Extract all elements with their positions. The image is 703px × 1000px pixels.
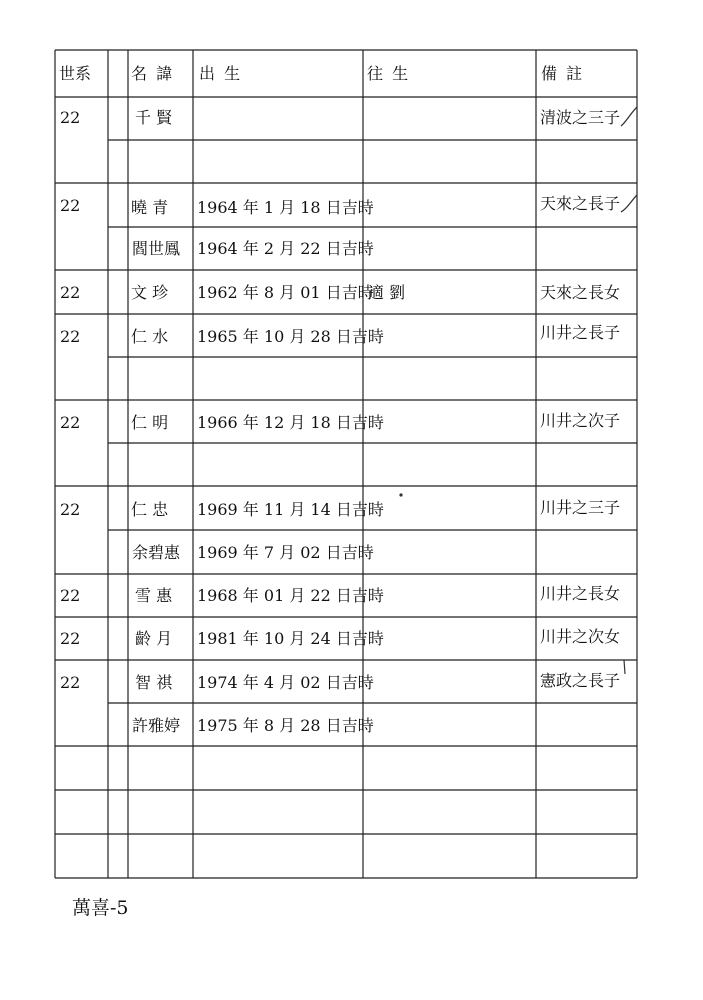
row-generation: 22 xyxy=(60,196,81,215)
row-generation: 22 xyxy=(60,327,81,346)
header-death: 往 生 xyxy=(367,64,411,83)
row-birth: 1965 年 10 月 28 日吉時 xyxy=(197,327,384,346)
row-generation: 22 xyxy=(60,673,81,692)
row-name: 余碧惠 xyxy=(132,543,181,562)
row-remarks: 天來之長女 xyxy=(540,283,621,302)
scan-speck xyxy=(398,492,404,498)
row-remarks: 清波之三子 xyxy=(540,108,621,127)
row-name: 文 珍 xyxy=(131,283,169,302)
row-birth: 1975 年 8 月 28 日吉時 xyxy=(197,716,374,735)
row-name: 曉 青 xyxy=(131,198,169,217)
row-name: 智 祺 xyxy=(135,673,173,692)
row-name: 仁 忠 xyxy=(131,500,169,519)
header-name: 名 諱 xyxy=(131,64,175,83)
row-birth: 1962 年 8 月 01 日吉時 xyxy=(197,283,374,302)
row-birth: 1969 年 11 月 14 日吉時 xyxy=(197,500,384,519)
row-birth: 1968 年 01 月 22 日吉時 xyxy=(197,586,384,605)
row-generation: 22 xyxy=(60,586,81,605)
row-remarks: 川井之長子 xyxy=(540,323,621,342)
row-birth: 1964 年 1 月 18 日吉時 xyxy=(197,198,374,217)
row-birth: 1964 年 2 月 22 日吉時 xyxy=(197,239,374,258)
row-birth: 1966 年 12 月 18 日吉時 xyxy=(197,413,384,432)
row-remarks: 川井之長女 xyxy=(540,584,621,603)
row-birth: 1981 年 10 月 24 日吉時 xyxy=(197,629,384,648)
check-mark-icon xyxy=(620,658,630,678)
header-remarks: 備 註 xyxy=(541,64,585,83)
page-label: 萬喜-5 xyxy=(72,897,129,919)
check-mark-icon xyxy=(618,104,640,132)
row-death: 適 劉 xyxy=(368,283,406,302)
row-name: 仁 水 xyxy=(131,327,169,346)
header-birth: 出 生 xyxy=(199,64,243,83)
row-generation: 22 xyxy=(60,108,81,127)
row-generation: 22 xyxy=(60,629,81,648)
row-birth: 1969 年 7 月 02 日吉時 xyxy=(197,543,374,562)
row-name: 閻世鳳 xyxy=(132,239,181,258)
header-generation: 世系 xyxy=(59,64,92,83)
check-mark-icon xyxy=(618,192,640,218)
row-remarks: 川井之三子 xyxy=(540,498,621,517)
row-birth: 1974 年 4 月 02 日吉時 xyxy=(197,673,374,692)
row-remarks: 天來之長子 xyxy=(540,194,621,213)
row-name: 雪 惠 xyxy=(135,586,173,605)
row-remarks: 憲政之長子 xyxy=(540,671,621,690)
row-name: 許雅婷 xyxy=(132,716,181,735)
row-generation: 22 xyxy=(60,413,81,432)
row-name: 齡 月 xyxy=(135,629,173,648)
row-remarks: 川井之次子 xyxy=(540,411,621,430)
row-generation: 22 xyxy=(60,283,81,302)
row-remarks: 川井之次女 xyxy=(540,627,621,646)
row-name: 千 賢 xyxy=(135,108,173,127)
row-generation: 22 xyxy=(60,500,81,519)
row-name: 仁 明 xyxy=(131,413,169,432)
